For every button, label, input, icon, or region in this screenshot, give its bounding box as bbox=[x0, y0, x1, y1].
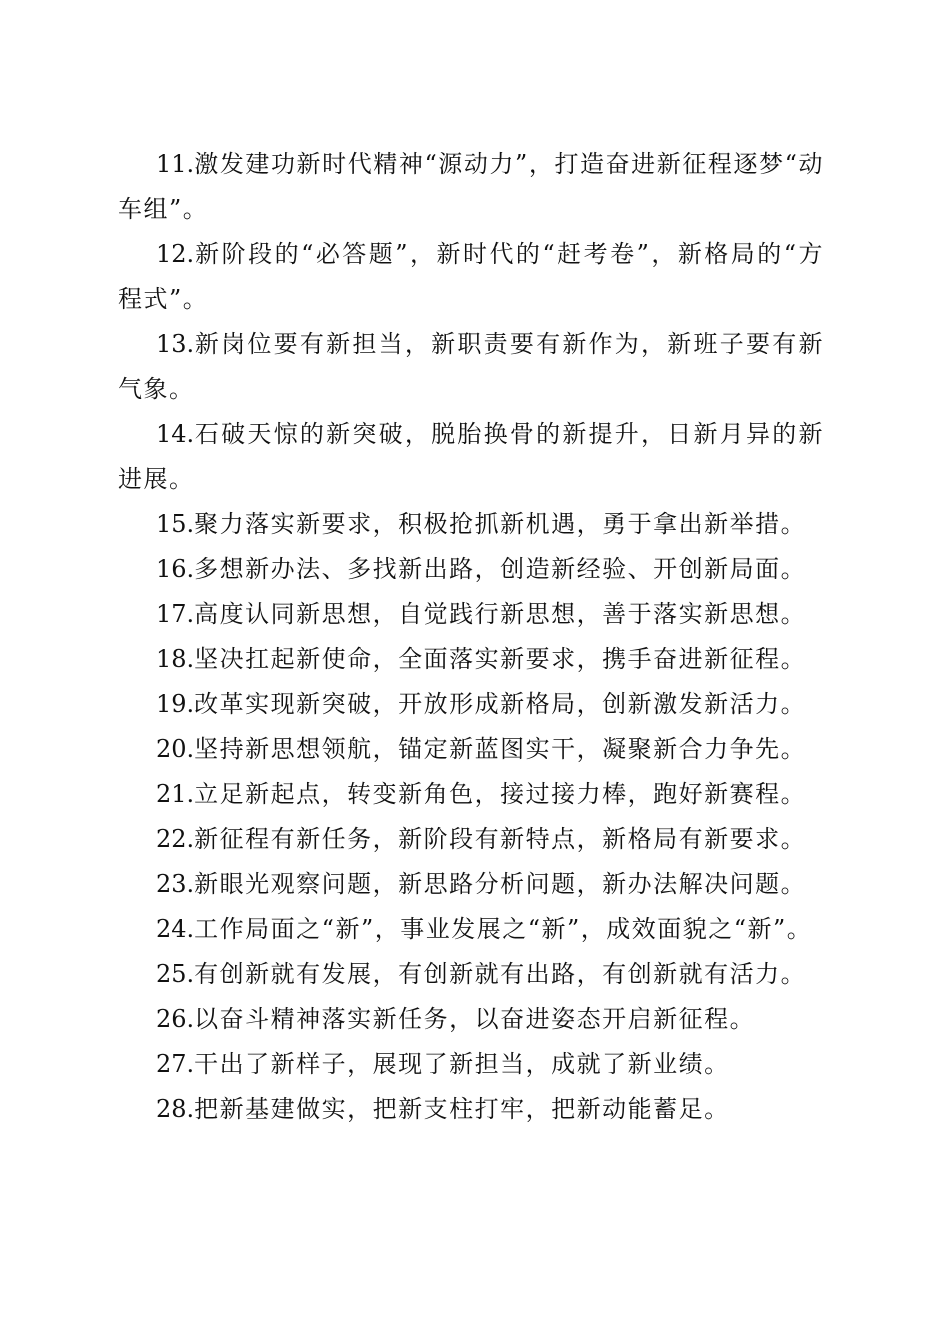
list-item bbox=[118, 412, 824, 502]
item-text: 多想新办法、多找新出路，创造新经验、开创新局面。 bbox=[194, 555, 807, 583]
item-text: 坚决扛起新使命，全面落实新要求，携手奋进新征程。 bbox=[194, 645, 807, 673]
item-number: 28. bbox=[156, 1095, 195, 1123]
item-number: 14. bbox=[156, 420, 195, 448]
item-text: 工作局面之“新”，事业发展之“新”，成效面貌之“新”。 bbox=[194, 915, 813, 943]
item-number: 17. bbox=[156, 600, 195, 628]
list-item bbox=[118, 547, 824, 592]
item-text: 石破天惊的新突破，脱胎换骨的新提升，日新月异的新进展。 bbox=[118, 420, 824, 493]
item-number: 27. bbox=[156, 1050, 195, 1078]
item-text: 改革实现新突破，开放形成新格局，创新激发新活力。 bbox=[194, 690, 807, 718]
list-item bbox=[118, 772, 824, 817]
list-item bbox=[118, 232, 824, 322]
item-number: 19. bbox=[156, 690, 195, 718]
item-text: 新岗位要有新担当，新职责要有新作为，新班子要有新气象。 bbox=[118, 330, 824, 403]
item-text: 高度认同新思想，自觉践行新思想，善于落实新思想。 bbox=[194, 600, 807, 628]
list-item bbox=[118, 997, 824, 1042]
list-item bbox=[118, 682, 824, 727]
item-number: 21. bbox=[156, 780, 195, 808]
item-text: 激发建功新时代精神“源动力”，打造奋进新征程逐梦“动车组”。 bbox=[118, 150, 824, 223]
item-number: 25. bbox=[156, 960, 195, 988]
list-item bbox=[118, 1087, 824, 1132]
item-text: 坚持新思想领航，锚定新蓝图实干，凝聚新合力争先。 bbox=[194, 735, 807, 763]
list-item bbox=[118, 592, 824, 637]
item-text: 新阶段的“必答题”，新时代的“赶考卷”，新格局的“方程式”。 bbox=[118, 240, 824, 313]
list-item bbox=[118, 502, 824, 547]
list-item bbox=[118, 952, 824, 997]
list-item bbox=[118, 817, 824, 862]
item-number: 23. bbox=[156, 870, 195, 898]
item-number: 20. bbox=[156, 735, 195, 763]
item-number: 22. bbox=[156, 825, 195, 853]
item-number: 12. bbox=[156, 240, 195, 268]
item-number: 18. bbox=[156, 645, 195, 673]
list-item bbox=[118, 637, 824, 682]
item-text: 聚力落实新要求，积极抢抓新机遇，勇于拿出新举措。 bbox=[194, 510, 807, 538]
list-item bbox=[118, 862, 824, 907]
item-number: 11. bbox=[156, 150, 195, 178]
item-number: 24. bbox=[156, 915, 195, 943]
item-number: 16. bbox=[156, 555, 195, 583]
item-text: 把新基建做实，把新支柱打牢，把新动能蓄足。 bbox=[194, 1095, 730, 1123]
list-item bbox=[118, 322, 824, 412]
item-text: 新眼光观察问题，新思路分析问题，新办法解决问题。 bbox=[194, 870, 807, 898]
document-body bbox=[118, 142, 824, 1132]
list-item bbox=[118, 727, 824, 772]
list-item bbox=[118, 1042, 824, 1087]
item-text: 干出了新样子，展现了新担当，成就了新业绩。 bbox=[194, 1050, 730, 1078]
list-item bbox=[118, 907, 824, 952]
item-text: 以奋斗精神落实新任务，以奋进姿态开启新征程。 bbox=[194, 1005, 756, 1033]
list-item bbox=[118, 142, 824, 232]
item-text: 新征程有新任务，新阶段有新特点，新格局有新要求。 bbox=[194, 825, 807, 853]
item-number: 13. bbox=[156, 330, 195, 358]
item-number: 15. bbox=[156, 510, 195, 538]
item-number: 26. bbox=[156, 1005, 195, 1033]
item-text: 有创新就有发展，有创新就有出路，有创新就有活力。 bbox=[194, 960, 807, 988]
item-text: 立足新起点，转变新角色，接过接力棒，跑好新赛程。 bbox=[194, 780, 807, 808]
